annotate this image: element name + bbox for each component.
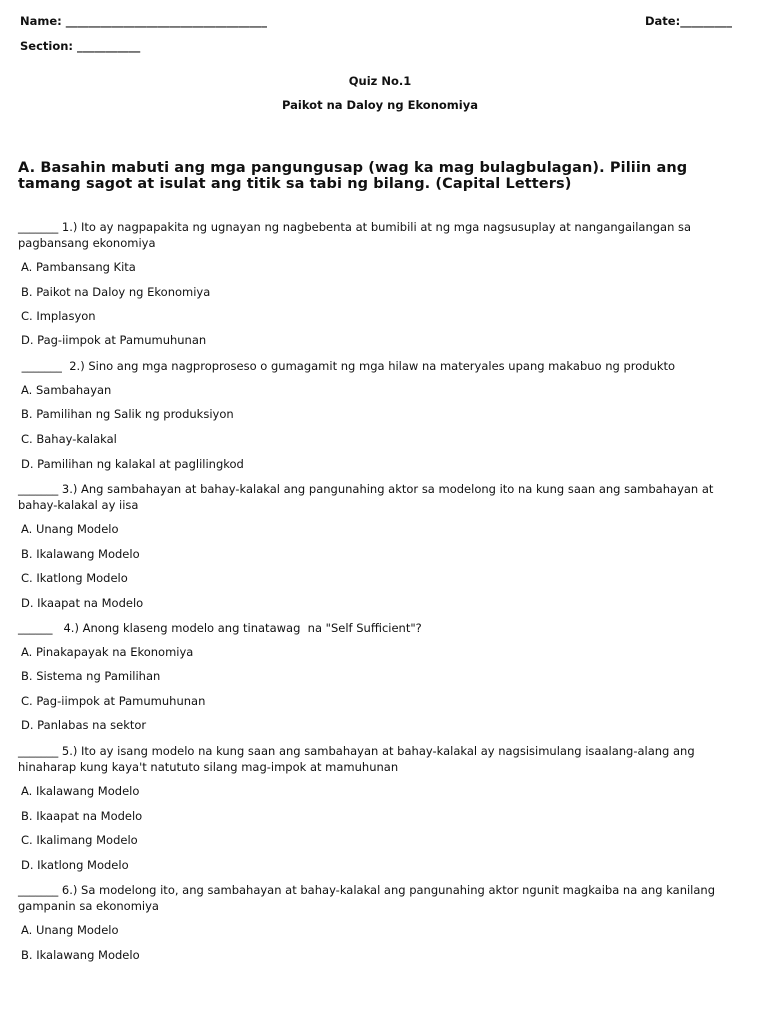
question-5-option-c: C. Ikalimang Modelo xyxy=(21,833,138,847)
question-6-option-b: B. Ikalawang Modelo xyxy=(21,948,140,962)
question-6: _______ 6.) Sa modelong ito, ang sambahayan at bahay-kalakal ang pangunahing aktor ngunit magkaiba na ang kanilang gampanin sa ekonomiya xyxy=(18,883,716,913)
question-1: _______ 1.) Ito ay nagpapakita ng ugnayan ng nagbebenta at bumibili at ng mga nagsusuplay at nangangailangan sa pagbansang ekonomiya xyxy=(18,220,692,250)
question-3-option-b: B. Ikalawang Modelo xyxy=(21,547,140,561)
question-1-option-c: C. Implasyon xyxy=(21,309,96,323)
question-4-option-b: B. Sistema ng Pamilihan xyxy=(21,669,161,683)
question-6-option-a: A. Unang Modelo xyxy=(21,923,119,937)
name-blank: ___________________________________ xyxy=(65,14,268,28)
section-line xyxy=(20,39,140,53)
name-line xyxy=(20,14,267,28)
quiz-title: Quiz No.1 xyxy=(348,74,412,88)
section-blank: ___________ xyxy=(77,39,141,53)
question-4: ______ 4.) Anong klaseng modelo ang tinatawag na "Self Sufficient"? xyxy=(18,621,422,635)
question-2-option-b: B. Pamilihan ng Salik ng produksiyon xyxy=(21,407,234,421)
question-5: _______ 5.) Ito ay isang modelo na kung saan ang sambahayan at bahay-kalakal ay nagsisimulang isaalang-alang ang hinaharap kung kaya't natututo silang mag-impok at mamuhunan xyxy=(18,744,695,774)
question-2-option-c: C. Bahay-kalakal xyxy=(21,432,117,446)
question-5-option-a: A. Ikalawang Modelo xyxy=(21,784,140,798)
question-3-option-d: D. Ikaapat na Modelo xyxy=(21,596,144,610)
question-2: _______ 2.) Sino ang mga nagproproseso o gumagamit ng mga hilaw na materyales upang makabuo ng produkto xyxy=(18,359,676,373)
question-5-option-d: D. Ikatlong Modelo xyxy=(21,858,129,872)
name-label: Name: xyxy=(20,14,62,28)
question-3-option-c: C. Ikatlong Modelo xyxy=(21,571,128,585)
question-5-option-b: B. Ikaapat na Modelo xyxy=(21,809,143,823)
question-4-option-d: D. Panlabas na sektor xyxy=(21,718,147,732)
section-label: Section: xyxy=(20,39,74,53)
date-blank: _________ xyxy=(680,14,732,28)
date-line xyxy=(645,14,732,28)
question-2-option-a: A. Sambahayan xyxy=(21,383,112,397)
question-4-option-c: C. Pag-iimpok at Pamumuhunan xyxy=(21,694,206,708)
question-1-option-d: D. Pag-iimpok at Pamumuhunan xyxy=(21,333,207,347)
question-2-option-d: D. Pamilihan ng kalakal at paglilingkod xyxy=(21,457,244,471)
question-3-option-a: A. Unang Modelo xyxy=(21,522,119,536)
question-1-option-b: B. Paikot na Daloy ng Ekonomiya xyxy=(21,285,211,299)
question-4-option-a: A. Pinakapayak na Ekonomiya xyxy=(21,645,194,659)
question-3: _______ 3.) Ang sambahayan at bahay-kalakal ang pangunahing aktor sa modelong ito na kung saan ang sambahayan at bahay-kalakal ay iisa xyxy=(18,482,714,512)
instructions: A. Basahin mabuti ang mga pangungusap (wag ka mag bulagbulagan). Piliin ang tamang sagot at isulat ang titik sa tabi ng bilang. (Capital Letters) xyxy=(18,160,688,192)
question-1-option-a: A. Pambansang Kita xyxy=(21,260,136,274)
date-label: Date: xyxy=(645,14,681,28)
quiz-subtitle: Paikot na Daloy ng Ekonomiya xyxy=(282,98,478,112)
